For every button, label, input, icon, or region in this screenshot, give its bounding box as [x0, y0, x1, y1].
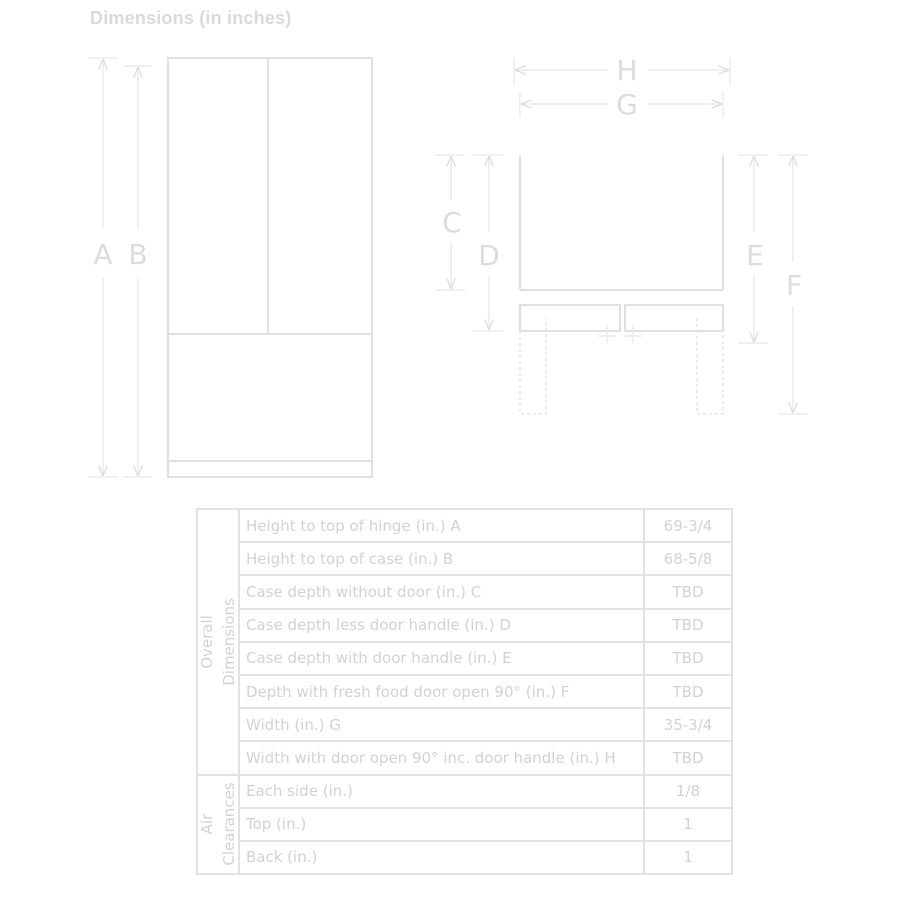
group-label-line: Air	[198, 813, 216, 835]
specifications-table	[196, 508, 733, 875]
table-row	[197, 675, 732, 708]
group-label-cell	[197, 775, 239, 875]
row-value: TBD	[644, 642, 732, 675]
dimension-g	[520, 88, 723, 121]
table-row	[197, 708, 732, 741]
table-row	[197, 642, 732, 675]
top-view	[520, 155, 723, 414]
table-row	[197, 741, 732, 774]
left-door-open	[520, 318, 546, 414]
right-door-top	[625, 305, 723, 331]
table-row	[197, 841, 732, 874]
row-label: Back (in.)	[239, 841, 644, 874]
row-value: 68-5/8	[644, 542, 732, 575]
group-label-line: Dimensions	[220, 597, 238, 686]
group-label-line: Clearances	[220, 782, 238, 866]
fridge-outline	[168, 58, 372, 477]
row-value: TBD	[644, 741, 732, 774]
label-h: H	[616, 54, 638, 87]
row-value: 1	[644, 841, 732, 874]
group-label	[196, 598, 240, 686]
label-a: A	[93, 238, 113, 271]
page-title: Dimensions (in inches)	[90, 8, 292, 28]
dimension-h	[514, 54, 730, 87]
row-value: 69-3/4	[644, 509, 732, 542]
table-row	[197, 808, 732, 841]
row-label: Height to top of case (in.) B	[239, 542, 644, 575]
dimension-f	[778, 155, 808, 414]
dimension-d	[473, 155, 503, 331]
dimension-e	[738, 155, 768, 343]
row-value: TBD	[644, 575, 732, 608]
label-b: B	[128, 238, 148, 271]
row-label: Depth with fresh food door open 90° (in.) F	[239, 675, 644, 708]
label-c: C	[442, 206, 462, 239]
label-d: D	[478, 239, 500, 272]
table-row	[197, 775, 732, 808]
row-value: 1	[644, 808, 732, 841]
row-label: Case depth with door handle (in.) E	[239, 642, 644, 675]
label-g: G	[616, 88, 638, 121]
table-row	[197, 542, 732, 575]
row-label: Width with door open 90° inc. door handle (in.) H	[239, 741, 644, 774]
row-label: Case depth without door (in.) C	[239, 575, 644, 608]
group-label-line: Overall	[198, 614, 216, 669]
front-view	[168, 58, 372, 477]
left-door-top	[520, 305, 620, 331]
row-label: Each side (in.)	[239, 775, 644, 808]
dimension-c	[435, 155, 465, 290]
row-label: Top (in.)	[239, 808, 644, 841]
row-value: 1/8	[644, 775, 732, 808]
label-e: E	[746, 239, 764, 272]
group-label-cell	[197, 509, 239, 775]
table-row	[197, 575, 732, 608]
row-label: Case depth less door handle (in.) D	[239, 609, 644, 642]
table-row	[197, 609, 732, 642]
row-label: Width (in.) G	[239, 708, 644, 741]
row-value: TBD	[644, 675, 732, 708]
row-label: Height to top of hinge (in.) A	[239, 509, 644, 542]
row-value: 35-3/4	[644, 708, 732, 741]
dimension-b	[123, 66, 152, 477]
group-label	[196, 783, 240, 866]
row-value: TBD	[644, 609, 732, 642]
label-f: F	[785, 269, 803, 302]
dimension-a	[88, 58, 118, 477]
right-door-open	[697, 318, 723, 414]
table-row	[197, 509, 732, 542]
